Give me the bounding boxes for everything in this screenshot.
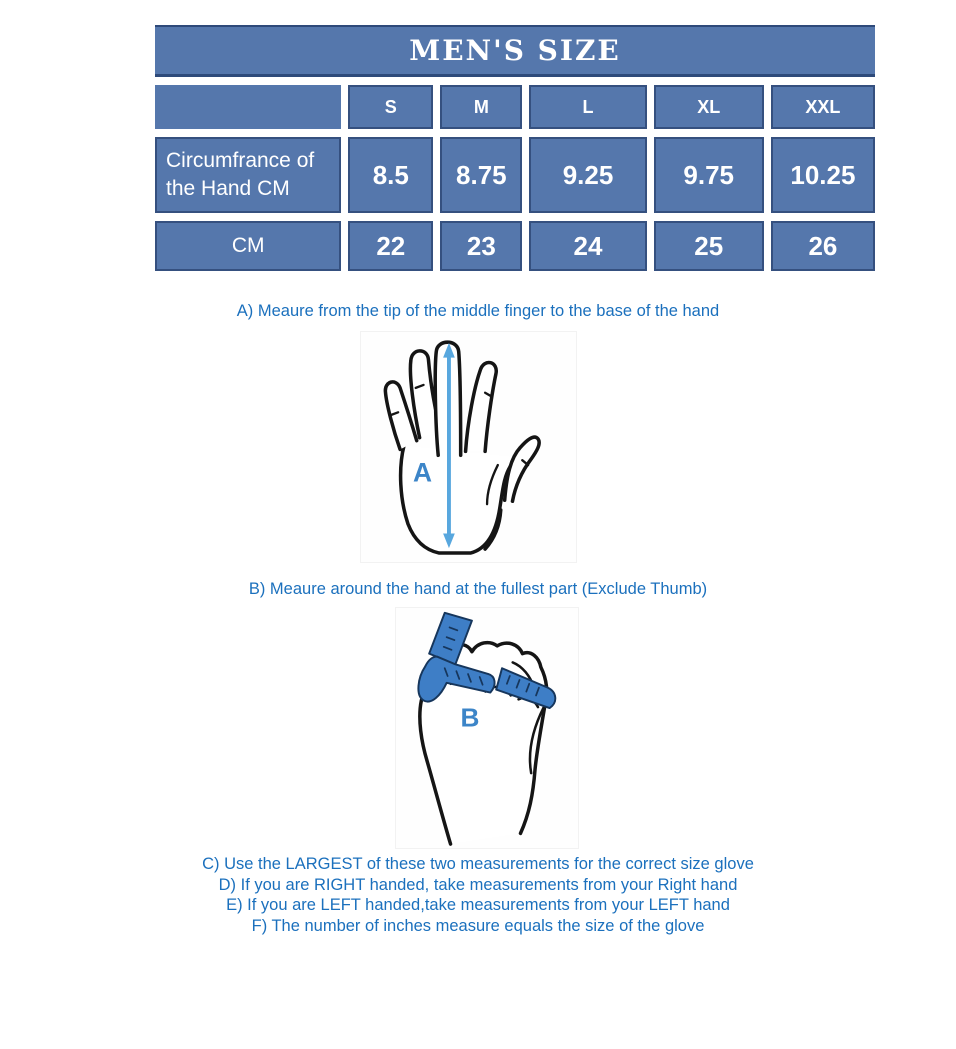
cm-row [155, 221, 875, 271]
instruction-f: F) The number of inches measure equals the size of the glove [251, 916, 705, 935]
instruction-d: D) If you are RIGHT handed, take measurements from your Right hand [218, 875, 738, 894]
size-header-row [155, 85, 875, 129]
hand-measure-figure [360, 331, 577, 563]
size-table [155, 25, 875, 279]
thumb [504, 437, 539, 501]
size-header-xl: XL [654, 85, 764, 129]
row-label-circumference: Circumfrance of the Hand CM [155, 137, 341, 213]
instruction-c: C) Use the LARGEST of these two measurements for the correct size glove [202, 855, 754, 873]
instruction-notes [0, 854, 956, 936]
circumference-value-m: 8.75 [440, 137, 522, 213]
glove-size-chart-sheet [0, 25, 956, 1049]
size-table-grid [148, 77, 882, 279]
index-finger [465, 362, 496, 451]
fist-figure-label: B [460, 702, 480, 733]
hand-figure-label: A [412, 457, 432, 488]
circumference-value-xl: 9.75 [654, 137, 764, 213]
cm-value-xl: 25 [654, 221, 764, 271]
row-label-cm: CM [155, 221, 341, 271]
cm-value-l: 24 [529, 221, 646, 271]
cm-value-m: 23 [440, 221, 522, 271]
circumference-value-s: 8.5 [348, 137, 433, 213]
open-hand-illustration [361, 332, 576, 562]
circumference-value-l: 9.25 [529, 137, 646, 213]
size-header-l: L [529, 85, 646, 129]
cm-value-s: 22 [348, 221, 433, 271]
fist-measure-figure [395, 607, 579, 849]
instruction-e: E) If you are LEFT handed,take measurements from your LEFT hand [226, 896, 730, 914]
circumference-value-xxl: 10.25 [771, 137, 875, 213]
instruction-a: A) Meaure from the tip of the middle finger to the base of the hand [236, 302, 720, 320]
size-header-m: M [440, 85, 522, 129]
size-header-xxl: XXL [771, 85, 875, 129]
size-header-s: S [348, 85, 433, 129]
fist-illustration [396, 608, 576, 846]
circumference-row [155, 137, 875, 213]
cm-value-xxl: 26 [771, 221, 875, 271]
corner-cell [155, 85, 341, 129]
table-title: MEN'S SIZE [155, 25, 875, 77]
instruction-b: B) Meaure around the hand at the fullest part (Exclude Thumb) [248, 580, 708, 598]
